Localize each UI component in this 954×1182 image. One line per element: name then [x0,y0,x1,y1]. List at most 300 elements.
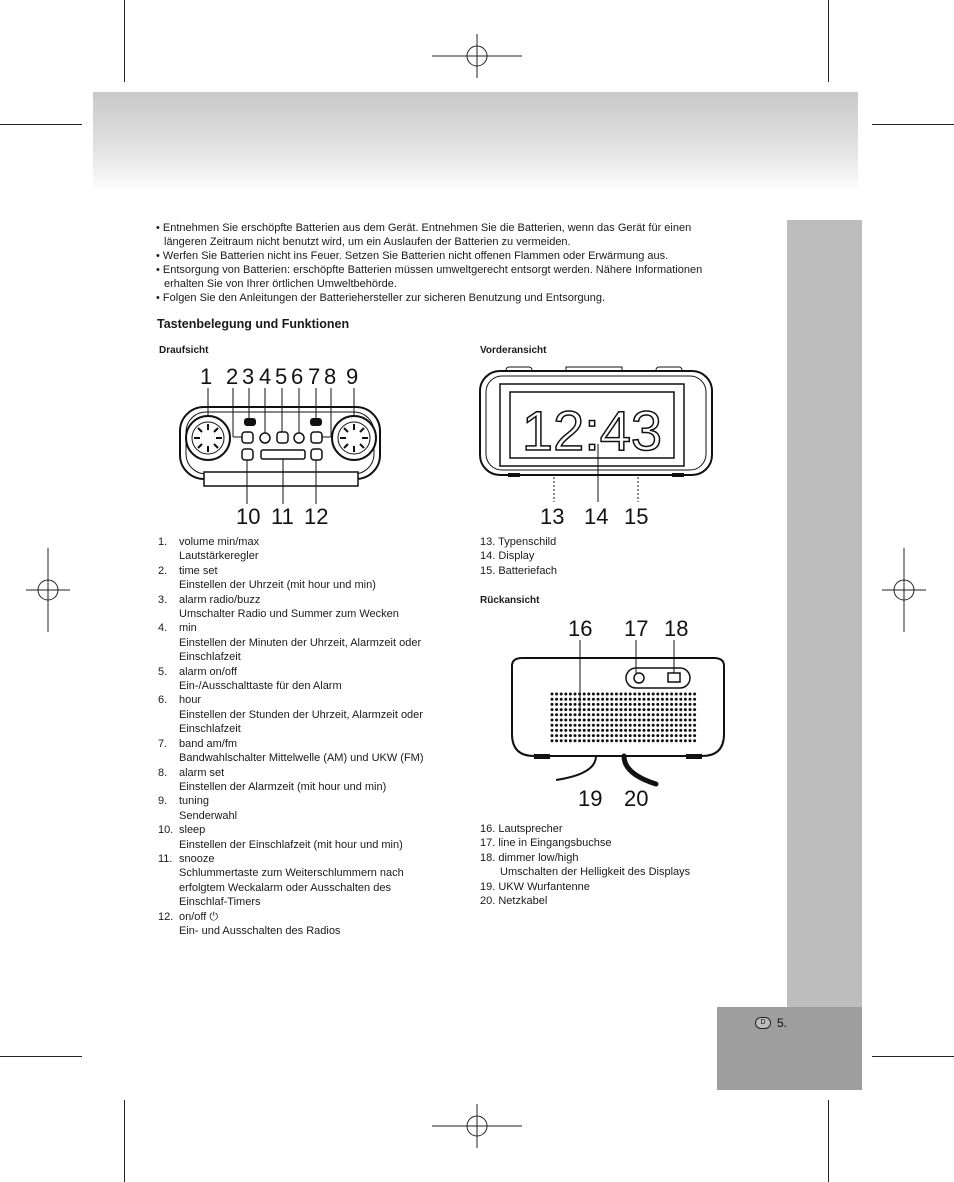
speaker-grille-dot [610,698,613,701]
speaker-grille-dot [666,729,669,732]
speaker-grille-dot [693,724,696,727]
speaker-grille-dot [633,713,636,716]
list-item: 1. volume min/max Lautstärkeregler [158,536,260,563]
speaker-grille-dot [689,734,692,737]
speaker-grille-dot [569,724,572,727]
speaker-grille-dot [643,734,646,737]
back-view-title: Rückansicht [480,595,540,606]
list-item: 7. band am/fm Bandwahlschalter Mittelwelle (AM) und UKW (FM) [158,737,424,765]
control-name: band am/fm [179,737,238,750]
speaker-grille-dot [679,708,682,711]
callout-label: 2 [226,364,239,389]
speaker-grille-dot [656,708,659,711]
speaker-grille-dot [592,724,595,727]
speaker-grille-dot [583,713,586,716]
speaker-grille-dot [670,724,673,727]
speaker-grille-dot [693,719,696,722]
speaker-grille-dot [693,693,696,696]
speaker-grille-dot [633,729,636,732]
speaker-grille-dot [670,739,673,742]
crop-mark [828,1100,829,1182]
speaker-grille-dot [560,713,563,716]
speaker-grille-dot [629,703,632,706]
speaker-grille-dot [624,713,627,716]
speaker-grille-dot [652,739,655,742]
front-view-title: Vorderansicht [480,345,547,356]
speaker-grille-dot [620,703,623,706]
speaker-grille-dot [583,698,586,701]
speaker-grille-dot [569,734,572,737]
speaker-grille-dot [574,708,577,711]
speaker-grille-dot [574,693,577,696]
registration-mark-icon [432,34,522,78]
speaker-grille-dot [638,713,641,716]
speaker-grille-dot [583,724,586,727]
speaker-grille-dot [666,739,669,742]
speaker-grille-dot [555,698,558,701]
speaker-grille-dot [656,734,659,737]
speaker-grille-dot [569,698,572,701]
speaker-grille-dot [638,703,641,706]
callout-label: 10 [236,504,261,528]
speaker-grille-dot [652,693,655,696]
speaker-grille-dot [569,693,572,696]
speaker-grille-dot [569,713,572,716]
speaker-grille-dot [606,703,609,706]
speaker-grille-dot [620,739,623,742]
speaker-grille-dot [620,713,623,716]
control-desc: Bandwahlschalter Mittelwelle (AM) und UKW (FM) [179,752,424,765]
speaker-grille-dot [569,719,572,722]
control-name: on/off ⏻ [179,910,219,923]
header-band [93,92,858,192]
speaker-grille-dot [555,729,558,732]
callout-label: 1 [200,364,213,389]
speaker-grille-dot [551,739,554,742]
speaker-grille-dot [638,724,641,727]
speaker-grille-dot [615,693,618,696]
speaker-grille-dot [583,703,586,706]
speaker-grille-dot [597,724,600,727]
speaker-grille-dot [633,693,636,696]
crop-mark [124,0,125,82]
speaker-grille-dot [689,724,692,727]
speaker-grille-dot [560,739,563,742]
speaker-grille-dot [606,713,609,716]
speaker-grille-dot [555,693,558,696]
control-desc: Einstellen der Alarmzeit (mit hour und min) [179,780,387,793]
speaker-grille-dot [656,713,659,716]
bullet-item: • Entnehmen Sie erschöpfte Batterien aus dem Gerät. Entnehmen Sie die Batterien, wenn das Gerät für einen längeren Zeitraum nicht benutzt wird, um ein Auslaufen der Batterien zu vermeiden. [156,222,692,248]
list-item: 3. alarm radio/buzz Umschalter Radio und Summer zum Wecken [158,593,399,621]
speaker-grille-dot [578,729,581,732]
speaker-grille-dot [587,719,590,722]
speaker-grille-dot [615,734,618,737]
speaker-grille-dot [606,729,609,732]
speaker-grille-dot [606,719,609,722]
speaker-grille-dot [661,708,664,711]
speaker-grille-dot [592,739,595,742]
speaker-grille-dot [629,693,632,696]
control-desc: Ein- und Ausschalten des Radios [179,924,341,937]
speaker-grille-dot [670,693,673,696]
speaker-grille-dot [615,729,618,732]
side-band [787,220,862,1007]
page-number: 5. [777,1016,788,1030]
control-name: sleep [179,824,206,837]
speaker-grille-dot [592,713,595,716]
speaker-grille-dot [647,713,650,716]
speaker-grille-dot [652,729,655,732]
speaker-grille-dot [569,729,572,732]
speaker-grille-dot [601,703,604,706]
list-item: 16. Lautsprecher [480,823,563,835]
speaker-grille-dot [610,703,613,706]
speaker-grille-dot [689,703,692,706]
speaker-grille-dot [661,719,664,722]
speaker-grille-dot [670,703,673,706]
speaker-grille-dot [679,703,682,706]
speaker-grille-dot [624,734,627,737]
speaker-grille-dot [633,724,636,727]
speaker-grille-dot [601,698,604,701]
speaker-grille-dot [606,693,609,696]
speaker-grille-dot [624,719,627,722]
speaker-grille-dot [555,708,558,711]
speaker-grille-dot [656,698,659,701]
speaker-grille-dot [610,713,613,716]
speaker-grille-dot [555,703,558,706]
speaker-grille-dot [652,724,655,727]
speaker-grille-dot [633,719,636,722]
top-view-diagram [170,362,390,528]
speaker-grille-dot [620,693,623,696]
speaker-grille-dot [597,703,600,706]
speaker-grille-dot [569,703,572,706]
speaker-grille-dot [629,713,632,716]
speaker-grille-dot [620,729,623,732]
speaker-grille-dot [583,739,586,742]
speaker-grille-dot [606,724,609,727]
speaker-grille-dot [647,708,650,711]
speaker-grille-dot [574,724,577,727]
speaker-grille-dot [661,698,664,701]
crop-mark [124,1100,125,1182]
list-item: 10. sleep Einstellen der Einschlafzeit (mit hour und min) [158,824,403,851]
list-item: 6. hour Einstellen der Stunden der Uhrzeit, Alarmzeit oder Einschlafzeit [158,694,423,736]
speaker-grille-dot [652,708,655,711]
speaker-grille-dot [592,734,595,737]
speaker-grille-dot [689,693,692,696]
speaker-grille-dot [583,719,586,722]
speaker-grille-dot [647,724,650,727]
speaker-grille-dot [643,698,646,701]
speaker-grille-dot [574,739,577,742]
speaker-grille-dot [592,708,595,711]
speaker-grille-dot [643,729,646,732]
speaker-grille-dot [555,724,558,727]
speaker-grille-dot [638,734,641,737]
registration-mark-icon [882,548,926,632]
crop-mark [872,124,954,125]
speaker-grille-dot [675,729,678,732]
speaker-grille-dot [610,734,613,737]
speaker-grille-dot [574,698,577,701]
speaker-grille-dot [606,739,609,742]
speaker-grille-dot [624,739,627,742]
crop-mark [872,1056,954,1057]
speaker-grille-dot [689,719,692,722]
speaker-grille-dot [684,734,687,737]
speaker-grille-dot [675,719,678,722]
speaker-grille-dot [666,703,669,706]
speaker-grille-dot [560,734,563,737]
speaker-grille-dot [551,703,554,706]
callout-label: 3 [242,364,255,389]
control-name: snooze [179,852,215,865]
speaker-grille-dot [675,693,678,696]
speaker-grille-dot [601,713,604,716]
bullet-item: • Werfen Sie Batterien nicht ins Feuer. Setzen Sie Batterien nicht offenen Flammen oder Erwärmung aus. [156,250,669,262]
speaker-grille-dot [652,703,655,706]
speaker-grille-dot [583,708,586,711]
speaker-grille-dot [638,693,641,696]
speaker-grille-dot [675,708,678,711]
front-view-diagram [478,362,714,528]
speaker-grille-dot [656,729,659,732]
speaker-grille-dot [647,698,650,701]
speaker-grille-dot [670,729,673,732]
section-title: Tastenbelegung und Funktionen [157,317,350,331]
control-name: time set [179,564,218,577]
speaker-grille-dot [684,739,687,742]
speaker-grille-dot [615,739,618,742]
speaker-grille-dot [578,724,581,727]
speaker-grille-dot [675,739,678,742]
control-desc: Einstellen der Uhrzeit (mit hour und min) [179,579,376,592]
speaker-grille-dot [684,698,687,701]
speaker-grille-dot [666,734,669,737]
speaker-grille-dot [564,708,567,711]
speaker-grille-dot [647,739,650,742]
speaker-grille-dot [587,739,590,742]
speaker-grille-dot [569,739,572,742]
speaker-grille-dot [689,713,692,716]
speaker-grille-dot [597,698,600,701]
speaker-grille-dot [684,703,687,706]
speaker-grille-dot [610,719,613,722]
speaker-grille-dot [592,693,595,696]
speaker-grille-dot [647,719,650,722]
speaker-grille-dot [661,713,664,716]
speaker-grille-dot [689,708,692,711]
speaker-grille-dot [689,698,692,701]
speaker-grille-dot [587,703,590,706]
speaker-grille-dot [693,734,696,737]
speaker-grille-dot [684,719,687,722]
speaker-grille-dot [560,719,563,722]
speaker-grille-dot [666,719,669,722]
controls-list [158,535,458,938]
speaker-grille-dot [610,708,613,711]
speaker-grille-dot [684,729,687,732]
callout-label: 8 [324,364,337,389]
speaker-grille-dot [551,729,554,732]
speaker-grille-dot [592,719,595,722]
speaker-grille-dot [564,693,567,696]
speaker-grille-dot [601,724,604,727]
speaker-grille-dot [574,734,577,737]
speaker-grille-dot [647,693,650,696]
speaker-grille-dot [574,703,577,706]
speaker-grille-dot [629,719,632,722]
callout-label: 17 [624,616,649,641]
speaker-grille-dot [643,708,646,711]
speaker-grille-dot [578,734,581,737]
control-name: volume min/max [179,536,260,548]
speaker-grille-dot [661,729,664,732]
speaker-grille-dot [610,739,613,742]
speaker-grille-dot [564,739,567,742]
speaker-grille-dot [670,698,673,701]
speaker-grille-dot [555,734,558,737]
front-items-list [480,535,720,578]
speaker-grille-dot [647,729,650,732]
speaker-grille-dot [597,713,600,716]
speaker-grille-dot [638,698,641,701]
speaker-grille-dot [560,708,563,711]
speaker-grille-dot [592,729,595,732]
callout-label: 5 [275,364,288,389]
list-item: 18. dimmer low/high Umschalten der Helligkeit des Displays [480,851,691,879]
speaker-grille-dot [684,724,687,727]
speaker-grille-dot [675,698,678,701]
list-item: 8. alarm set Einstellen der Alarmzeit (mit hour und min) [158,766,387,793]
callout-label: 9 [346,364,359,389]
speaker-grille-dot [675,703,678,706]
speaker-grille-dot [597,719,600,722]
speaker-grille-dot [564,713,567,716]
speaker-grille-dot [569,708,572,711]
bullet-item: • Folgen Sie den Anleitungen der Batteriehersteller zur sicheren Benutzung und Entsorgung. [156,292,606,304]
speaker-grille-dot [610,729,613,732]
control-name: alarm on/off [179,665,237,678]
control-desc: Ein-/Ausschalttaste für den Alarm [179,680,342,693]
control-desc: Einstellen der Stunden der Uhrzeit, Alarmzeit oder Einschlafzeit [179,708,423,736]
speaker-grille-dot [670,708,673,711]
speaker-grille-dot [643,719,646,722]
speaker-grille-dot [693,729,696,732]
speaker-grille-dot [656,703,659,706]
speaker-grille-dot [597,693,600,696]
speaker-grille-dot [615,724,618,727]
speaker-grille-dot [656,719,659,722]
speaker-grille-dot [601,739,604,742]
list-item: 17. line in Eingangsbuchse [480,837,612,850]
speaker-grille-dot [601,708,604,711]
speaker-grille-dot [689,729,692,732]
control-desc: Lautstärkeregler [179,550,259,563]
speaker-grille-dot [629,729,632,732]
speaker-grille-dot [564,724,567,727]
callout-label: 20 [624,786,649,810]
speaker-grille-dot [564,698,567,701]
speaker-grille-dot [560,693,563,696]
list-item: 19. UKW Wurfantenne [480,880,590,893]
speaker-grille-dot [587,729,590,732]
speaker-grille-dot [666,698,669,701]
speaker-grille-dot [583,729,586,732]
speaker-grille-dot [592,703,595,706]
speaker-grille-dot [597,739,600,742]
speaker-grille-dot [587,708,590,711]
speaker-grille-dot [629,739,632,742]
callout-label: 13 [540,504,565,528]
speaker-grille-dot [551,713,554,716]
speaker-grille-dot [624,693,627,696]
speaker-grille-dot [592,698,595,701]
top-view-title: Draufsicht [159,345,209,356]
speaker-grille-dot [578,719,581,722]
crop-mark [828,0,829,82]
speaker-grille-dot [587,693,590,696]
speaker-grille-dot [555,719,558,722]
speaker-grille-dot [670,734,673,737]
speaker-grille-dot [601,734,604,737]
callout-label: 14 [584,504,609,528]
speaker-grille-dot [629,734,632,737]
callout-label: 18 [664,616,689,641]
callout-label: 4 [259,364,272,389]
speaker-grille-dot [684,693,687,696]
callout-label: 16 [568,616,593,641]
list-item: 2. time set Einstellen der Uhrzeit (mit hour und min) [158,564,376,592]
speaker-grille-dot [679,713,682,716]
clock-display-digits: 12:43 [521,399,663,462]
callout-label: 19 [578,786,603,810]
speaker-grille-dot [615,708,618,711]
speaker-grille-dot [633,698,636,701]
page-number-area [755,1016,787,1030]
speaker-grille-dot [601,693,604,696]
speaker-grille-dot [587,734,590,737]
speaker-grille-dot [555,713,558,716]
list-item: 11. snooze Schlummertaste zum Weiterschlummern nach erfolgtem Weckalarm oder Ausschalten des Einschlaf-Timers [158,852,404,909]
speaker-grille-dot [629,724,632,727]
speaker-grille-dot [564,719,567,722]
speaker-grille-dot [679,724,682,727]
speaker-grille-dot [624,708,627,711]
callout-label: 11 [271,504,294,528]
speaker-grille-dot [551,693,554,696]
speaker-grille-dot [633,703,636,706]
speaker-grille-dot [574,713,577,716]
speaker-grille-dot [638,739,641,742]
speaker-grille-dot [652,713,655,716]
speaker-grille-dot [661,693,664,696]
speaker-grille-dot [652,698,655,701]
list-item: 12. on/off ⏻ Ein- und Ausschalten des Radios [158,910,341,937]
speaker-grille-dot [629,698,632,701]
speaker-grille-dot [587,713,590,716]
callout-label: 6 [291,364,304,389]
speaker-grille-dot [606,734,609,737]
speaker-grille-dot [643,724,646,727]
speaker-grille-dot [555,739,558,742]
speaker-grille-dot [624,703,627,706]
speaker-grille-dot [679,698,682,701]
list-item: 15. Batteriefach [480,564,558,577]
